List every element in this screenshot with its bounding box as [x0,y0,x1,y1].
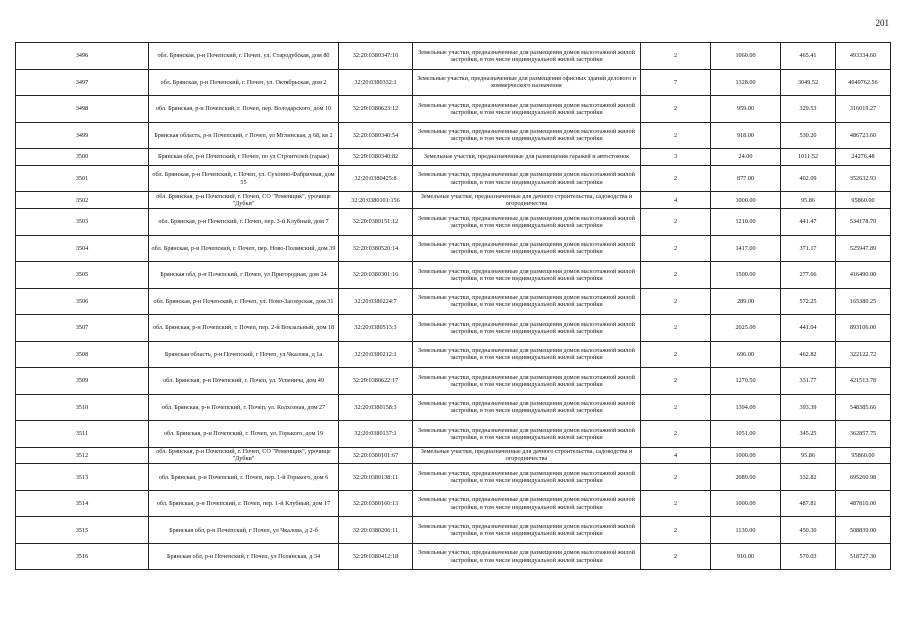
specific-value-cell: 345.25 [781,421,836,448]
cadastral-value-cell: 95860.00 [836,447,891,464]
table-row [16,209,891,236]
cadastral-value-cell: 24276.48 [836,149,891,166]
table-row [16,43,891,70]
group-cell: 2 [641,394,711,421]
land-use-cell: Земельные участки, предназначенные для размещения домов малоэтажной жилой застройки, в том числе индивидуальной жилой застройки [413,464,641,491]
address-cell: Брянская область, р-н Почепский, г Почеп, ул Мглинская, д 68, кв 2 [149,122,339,149]
cadastral-value-cell: 695260.98 [836,464,891,491]
address-cell: обл. Брянская, р-н Почепский, г. Почеп, ул. Октябрьская, дом 2 [149,69,339,96]
group-cell: 4 [641,192,711,209]
specific-value-cell: 402.09 [781,165,836,192]
land-use-cell: Земельные участки, предназначенные для размещения домов малоэтажной жилой застройки, в том числе индивидуальной жилой застройки [413,209,641,236]
specific-value-cell: 441.04 [781,315,836,342]
table-row [16,69,891,96]
specific-value-cell: 371.17 [781,235,836,262]
table-row [16,235,891,262]
cadastral-value-cell: 165380.25 [836,288,891,315]
cadastral-number-cell: 32:20:0380151:12 [339,209,413,236]
address-cell: обл. Брянская, р-н Почепский, г. Почеп, пер. Володарского, дом 10 [149,96,339,123]
cadastral-number-cell: 32:20:0380425:8 [339,165,413,192]
cadastral-number-cell: 32:20:0380212:1 [339,341,413,368]
address-cell: обл. Брянская, р-н Почепский, г. Почеп, пер. 2-й Вокзальный, дом 18 [149,315,339,342]
address-cell: обл. Брянская, р-н Почепский, г. Почеп, СО "Ременщик", урочище "Дубки" [149,447,339,464]
cadastral-number-cell: 32:20:0380347:10 [339,43,413,70]
group-cell: 2 [641,464,711,491]
cadastral-number-cell: 32:20:0380138:11 [339,464,413,491]
address-cell: обл. Брянская, р-н Почепский, г. Почеп, пер. 1-й Клубный, дом 17 [149,490,339,517]
area-cell: 696.00 [711,341,781,368]
land-use-cell: Земельные участки, предназначенные для размещения домов малоэтажной жилой застройки, в том числе индивидуальной жилой застройки [413,517,641,544]
table-row [16,192,891,209]
land-use-cell: Земельные участки, предназначенные для размещения домов малоэтажной жилой застройки, в том числе индивидуальной жилой застройки [413,96,641,123]
area-cell: 1394.00 [711,394,781,421]
address-cell: обл. Брянская, р-н Почепский, г. Почеп, СО "Ременщик", урочище "Дубки" [149,192,339,209]
cadastral-number-cell: 32:20:0380340:82 [339,149,413,166]
specific-value-cell: 441.47 [781,209,836,236]
group-cell: 2 [641,490,711,517]
cadastral-value-cell: 95860.00 [836,192,891,209]
address-cell: обл. Брянская, р-н Почепский, г. Почеп, пер. 3-й Клубный, дом 7 [149,209,339,236]
area-cell: 1270.50 [711,368,781,395]
land-use-cell: Земельные участки, предназначенные для размещения домов малоэтажной жилой застройки, в том числе индивидуальной жилой застройки [413,421,641,448]
address-cell: обл. Брянская, р-н Почепский, г. Почеп, ул. Ново-Заозерская, дом 31 [149,288,339,315]
row-number-cell: 3507 [16,315,149,342]
cadastral-number-cell: 32:20:0380622:17 [339,368,413,395]
land-use-cell: Земельные участки, предназначенные для размещения гаражей и автостоянок [413,149,641,166]
table-row [16,543,891,570]
address-cell: Брянская обл, р-н Почепский, г Почеп, ул Полянская, д 34 [149,543,339,570]
row-number-cell: 3503 [16,209,149,236]
table-row [16,447,891,464]
table-row [16,464,891,491]
area-cell: 2025.00 [711,315,781,342]
table-row [16,315,891,342]
cadastral-number-cell: 32:20:0380520:14 [339,235,413,262]
specific-value-cell: 462.82 [781,341,836,368]
table-row [16,122,891,149]
address-cell: Брянская обл, р-н Почепский, г Почеп, ул Чкалова, д 2-б [149,517,339,544]
table-row [16,517,891,544]
cadastral-number-cell: 32:20:0380160:13 [339,490,413,517]
specific-value-cell: 393.39 [781,394,836,421]
cadastral-value-cell: 493334.60 [836,43,891,70]
address-cell: обл. Брянская, р-н Почепский, г. Почеп, пер. 1-й Горького, дом 6 [149,464,339,491]
area-cell: 1130.00 [711,517,781,544]
cadastral-number-cell: 32:20:0380623:12 [339,96,413,123]
cadastral-value-cell: 316019.27 [836,96,891,123]
cadastral-value-cell: 4049762.56 [836,69,891,96]
group-cell: 2 [641,262,711,289]
cadastral-number-cell: 32:20:0380332:1 [339,69,413,96]
table-row [16,96,891,123]
area-cell: 1500.00 [711,262,781,289]
cadastral-number-cell: 32:20:0380412:18 [339,543,413,570]
specific-value-cell: 95.86 [781,192,836,209]
area-cell: 1000.00 [711,447,781,464]
address-cell: обл. Брянская, р-н Почепский, г. Почеп, ул. Стародубская, дом 80 [149,43,339,70]
cadastral-number-cell: 32:20:0380340:54 [339,122,413,149]
address-cell: обл. Брянская, р-н Почепский, г. Почеп, ул. Сухонно-Фабричная, дом 55 [149,165,339,192]
address-cell: Брянская область, р-н Почепский, г Почеп, ул Чкалова, д 1а [149,341,339,368]
area-cell: 1051.00 [711,421,781,448]
table-row [16,490,891,517]
area-cell: 1060.00 [711,43,781,70]
group-cell: 2 [641,368,711,395]
specific-value-cell: 572.25 [781,288,836,315]
address-cell: обл. Брянская, р-н Почепский, г. Почеп, пер. Ново-Полянский, дом 39 [149,235,339,262]
area-cell: 877.00 [711,165,781,192]
land-use-cell: Земельные участки, предназначенные для размещения домов малоэтажной жилой застройки, в том числе индивидуальной жилой застройки [413,262,641,289]
cadastral-number-cell: 32:20:0380513:3 [339,315,413,342]
area-cell: 1328.00 [711,69,781,96]
land-use-cell: Земельные участки, предназначенные для размещения домов малоэтажной жилой застройки, в том числе индивидуальной жилой застройки [413,43,641,70]
row-number-cell: 3502 [16,192,149,209]
specific-value-cell: 329.53 [781,96,836,123]
land-use-cell: Земельные участки, предназначенные для размещения домов малоэтажной жилой застройки, в том числе индивидуальной жилой застройки [413,288,641,315]
row-number-cell: 3508 [16,341,149,368]
row-number-cell: 3496 [16,43,149,70]
page-number: 201 [875,18,889,28]
land-use-cell: Земельные участки, предназначенные для размещения офисных зданий делового и коммерческого назначения [413,69,641,96]
cadastral-value-cell: 416490.00 [836,262,891,289]
specific-value-cell: 570.03 [781,543,836,570]
row-number-cell: 3512 [16,447,149,464]
row-number-cell: 3499 [16,122,149,149]
cadastral-value-cell: 893106.00 [836,315,891,342]
cadastral-value-cell: 548385.66 [836,394,891,421]
row-number-cell: 3501 [16,165,149,192]
land-use-cell: Земельные участки, предназначенные для размещения домов малоэтажной жилой застройки, в том числе индивидуальной жилой застройки [413,543,641,570]
cadastral-value-cell: 534178.70 [836,209,891,236]
land-use-cell: Земельные участки, предназначенные для размещения домов малоэтажной жилой застройки, в том числе индивидуальной жилой застройки [413,235,641,262]
group-cell: 2 [641,209,711,236]
cadastral-number-cell: 32:20:0380101:67 [339,447,413,464]
specific-value-cell: 465.41 [781,43,836,70]
row-number-cell: 3506 [16,288,149,315]
group-cell: 2 [641,43,711,70]
area-cell: 1000.00 [711,490,781,517]
table-row [16,368,891,395]
area-cell: 1000.00 [711,192,781,209]
group-cell: 2 [641,288,711,315]
cadastral-number-cell: 32:20:0380206:11 [339,517,413,544]
cadastral-number-cell: 32:20:0380224:7 [339,288,413,315]
land-use-cell: Земельные участки, предназначенные для размещения домов малоэтажной жилой застройки, в том числе индивидуальной жилой застройки [413,490,641,517]
cadastral-value-cell: 421513.78 [836,368,891,395]
specific-value-cell: 1011.52 [781,149,836,166]
cadastral-value-cell: 508839.00 [836,517,891,544]
table-row [16,394,891,421]
row-number-cell: 3505 [16,262,149,289]
cadastral-number-cell: 32:20:0380101:156 [339,192,413,209]
address-cell: Брянская обл, р-н Почепский, г Почеп, ул Пригородная, дом 24 [149,262,339,289]
row-number-cell: 3497 [16,69,149,96]
group-cell: 4 [641,447,711,464]
table-row [16,421,891,448]
cadastral-value-cell: 487810.00 [836,490,891,517]
row-number-cell: 3511 [16,421,149,448]
specific-value-cell: 331.77 [781,368,836,395]
land-use-cell: Земельные участки, предназначенные для размещения домов малоэтажной жилой застройки, в том числе индивидуальной жилой застройки [413,122,641,149]
area-cell: 2089.00 [711,464,781,491]
cadastral-number-cell: 32:20:0380301:16 [339,262,413,289]
group-cell: 2 [641,122,711,149]
address-cell: обл. Брянская, р-н Почепский, г. Почеп, ул. Горького, дом 19 [149,421,339,448]
row-number-cell: 3510 [16,394,149,421]
land-use-cell: Земельные участки, предназначенные для размещения домов малоэтажной жилой застройки, в том числе индивидуальной жилой застройки [413,165,641,192]
group-cell: 2 [641,315,711,342]
land-use-cell: Земельные участки, предназначенные для размещения домов малоэтажной жилой застройки, в том числе индивидуальной жилой застройки [413,394,641,421]
specific-value-cell: 530.20 [781,122,836,149]
cadastral-value-cell: 518727.30 [836,543,891,570]
cadastral-value-cell: 362857.75 [836,421,891,448]
area-cell: 1417.00 [711,235,781,262]
area-cell: 959.00 [711,96,781,123]
row-number-cell: 3509 [16,368,149,395]
group-cell: 3 [641,149,711,166]
cadastral-number-cell: 32:20:0380137:1 [339,421,413,448]
table-row [16,262,891,289]
specific-value-cell: 3049.52 [781,69,836,96]
land-use-cell: Земельные участки, предназначенные для дачного строительства, садоводства и огородничества [413,192,641,209]
group-cell: 2 [641,235,711,262]
row-number-cell: 3513 [16,464,149,491]
specific-value-cell: 95.86 [781,447,836,464]
address-cell: обл. Брянская, р-н Почепский, г. Почеп, ул. Колхозная, дом 27 [149,394,339,421]
area-cell: 24.00 [711,149,781,166]
group-cell: 2 [641,165,711,192]
row-number-cell: 3516 [16,543,149,570]
land-use-cell: Земельные участки, предназначенные для размещения домов малоэтажной жилой застройки, в том числе индивидуальной жилой застройки [413,341,641,368]
area-cell: 918.00 [711,122,781,149]
table-row [16,149,891,166]
cadastral-value-cell: 322122.72 [836,341,891,368]
cadastral-number-cell: 32:20:0380158:3 [339,394,413,421]
group-cell: 2 [641,517,711,544]
cadastral-value-cell: 352632.93 [836,165,891,192]
row-number-cell: 3500 [16,149,149,166]
group-cell: 2 [641,543,711,570]
land-use-cell: Земельные участки, предназначенные для размещения домов малоэтажной жилой застройки, в том числе индивидуальной жилой застройки [413,315,641,342]
group-cell: 2 [641,341,711,368]
table-body [16,43,891,570]
cadastral-value-table [15,42,891,570]
cadastral-value-cell: 525947.89 [836,235,891,262]
land-use-cell: Земельные участки, предназначенные для размещения домов малоэтажной жилой застройки, в том числе индивидуальной жилой застройки [413,368,641,395]
specific-value-cell: 277.66 [781,262,836,289]
row-number-cell: 3515 [16,517,149,544]
specific-value-cell: 450.30 [781,517,836,544]
row-number-cell: 3498 [16,96,149,123]
group-cell: 2 [641,96,711,123]
row-number-cell: 3504 [16,235,149,262]
specific-value-cell: 332.82 [781,464,836,491]
group-cell: 7 [641,69,711,96]
area-cell: 1210.00 [711,209,781,236]
group-cell: 2 [641,421,711,448]
specific-value-cell: 487.81 [781,490,836,517]
table-row [16,341,891,368]
table-row [16,288,891,315]
land-use-cell: Земельные участки, предназначенные для дачного строительства, садоводства и огородничества [413,447,641,464]
table-row [16,165,891,192]
cadastral-value-cell: 486723.60 [836,122,891,149]
area-cell: 910.00 [711,543,781,570]
address-cell: Брянская обл, р-н Почепский, г Почеп, по ул Строителей (гараж) [149,149,339,166]
row-number-cell: 3514 [16,490,149,517]
address-cell: обл. Брянская, р-н Почепский, г. Почеп, ул. Успенича, дом 49 [149,368,339,395]
area-cell: 289.00 [711,288,781,315]
